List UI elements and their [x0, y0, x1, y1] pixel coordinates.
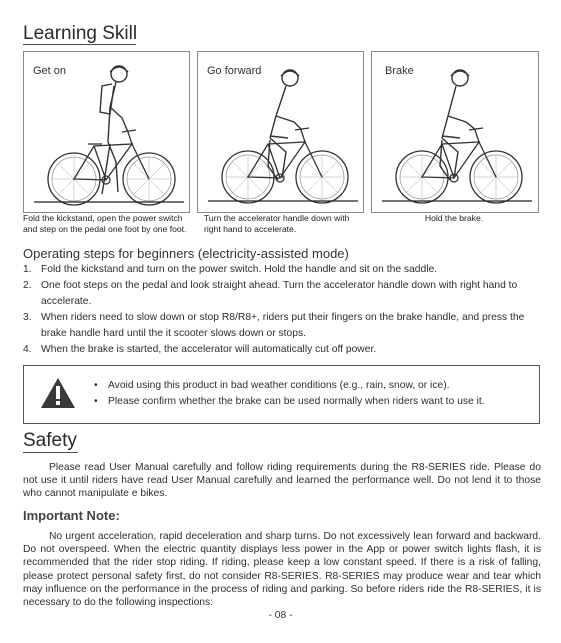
- warning-item: • Please confirm whether the brake can be used normally when riders want to use it.: [94, 394, 485, 410]
- step-text: One foot steps on the pedal and look straight ahead. Turn the accelerator handle down with right hand to accelerate.: [41, 280, 518, 307]
- important-note-paragraph: No urgent acceleration, rapid deceleration and sharp turns. Do not excessively lean forward and backward. Do not overspeed. When the electric quantity displays less power in the App or power switch lights flash, it is recommended that the rider stop riding. If riding, please keep a low constant speed. If there is a risk of falling, please protect personal safety first, do not consider R8-SERIES. R8-SERIES may produce wear and tear which may influence on the performance in the process of riding and parking. So before riders ride the R8-SERIES, it is necessary to do the following inspections:: [23, 531, 541, 609]
- panel-brake: [371, 51, 539, 213]
- safety-title: Safety: [23, 430, 77, 451]
- brake-illustration: [372, 52, 538, 212]
- panel-go-forward-title: Go forward: [207, 65, 262, 77]
- panel-get-on-title: Get on: [33, 65, 67, 77]
- step-number: 2.: [23, 280, 32, 291]
- get-on-illustration: [24, 52, 189, 212]
- step-text: When the brake is started, the accelerator will automatically cut off power.: [41, 344, 377, 355]
- operating-step: [23, 278, 541, 310]
- caption-brake: Hold the brake.: [424, 213, 484, 223]
- warning-list: [94, 378, 485, 409]
- safety-underline: [23, 452, 78, 453]
- step-number: 3.: [23, 312, 32, 323]
- warning-triangle-icon: [40, 377, 76, 409]
- page-number: - 08 -: [268, 610, 293, 621]
- panel-go-forward: [197, 51, 364, 213]
- step-number: 4.: [23, 344, 32, 355]
- warning-box: [23, 365, 540, 424]
- operating-step: [23, 262, 541, 278]
- step-text: Fold the kickstand and turn on the power switch. Hold the handle and sit on the saddle.: [41, 264, 438, 275]
- important-note-heading: Important Note:: [23, 508, 120, 523]
- learning-skill-title: Learning Skill: [23, 23, 138, 44]
- step-text: When riders need to slow down or stop R8/R8+, riders put their fingers on the brake handle, and press the brake handle hard until the it scooter slows down or stops.: [41, 312, 525, 339]
- caption-go-forward: Turn the accelerator handle down with right hand to accelerate.: [204, 213, 350, 234]
- operating-steps-list: [23, 262, 541, 358]
- panel-brake-title: Brake: [385, 65, 414, 77]
- step-number: 1.: [23, 264, 32, 275]
- go-forward-illustration: [198, 52, 363, 212]
- caption-get-on: Fold the kickstand, open the power switch and step on the pedal one foot by one foot.: [23, 213, 187, 234]
- safety-paragraph: Please read User Manual carefully and follow riding requirements during the R8-SERIES ride. Please do not use it until riders have read User Manual carefully and learned the performance well. Do not lend it to those who cannot manipulate e bikes.: [23, 462, 541, 500]
- operating-step: [23, 342, 541, 358]
- learning-skill-underline: [23, 44, 136, 45]
- operating-steps-heading: Operating steps for beginners (electricity-assisted mode): [23, 246, 349, 261]
- panel-get-on: [23, 51, 190, 213]
- operating-step: [23, 310, 541, 342]
- warning-item: • Avoid using this product in bad weather conditions (e.g., rain, snow, or ice).: [94, 378, 485, 394]
